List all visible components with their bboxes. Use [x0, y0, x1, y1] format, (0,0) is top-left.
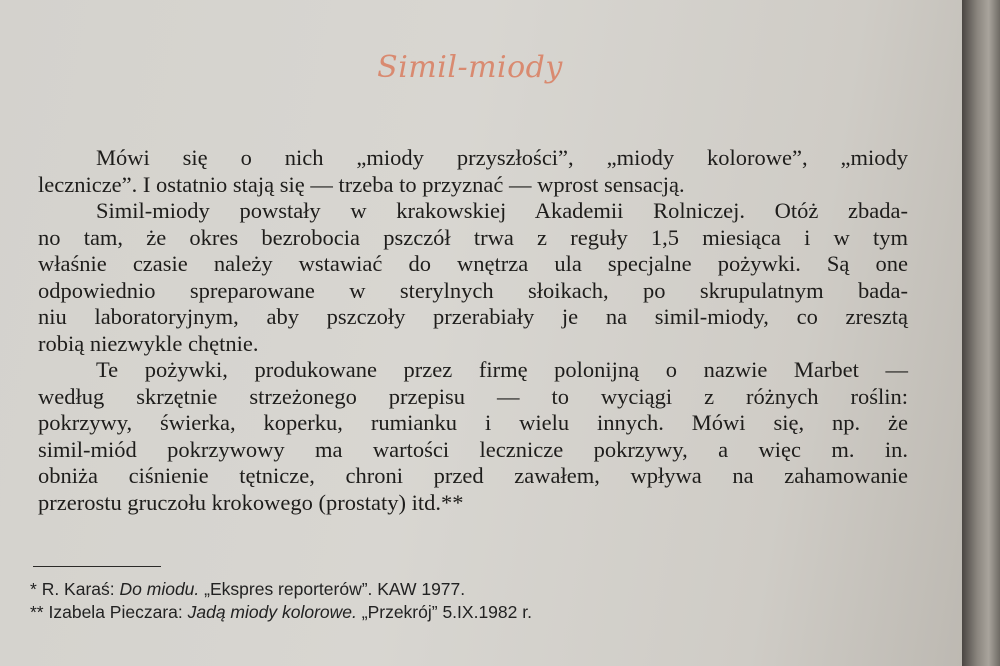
text-line: simil-miód pokrzywowy ma wartości lecznicze pokrzywy, a więc m. in. — [38, 436, 908, 462]
footnote-mark: ** — [30, 602, 44, 622]
text-line: robią niezwykle chętnie. — [38, 330, 259, 356]
text-line: Mówi się o nich „miody przyszłości”, „miody kolorowe”, „miody — [96, 145, 908, 170]
text-line: Te pożywki, produkowane przez firmę polonijną o nazwie Marbet — — [96, 357, 908, 382]
text-line: właśnie czasie należy wstawiać do wnętrza ula specjalne pożywki. Są one — [38, 251, 908, 276]
chapter-title: Simil-miody — [377, 50, 563, 85]
footnote-source: „Ekspres reporterów”. KAW 1977. — [204, 579, 466, 599]
text-line: pokrzywy, świerka, koperku, rumianku i wielu innych. Mówi się, np. że — [38, 410, 908, 435]
text-line: odpowiednio spreparowane w sterylnych słoikach, po skrupulatnym bada- — [38, 277, 908, 303]
text-line: no tam, że okres bezrobocia pszczół trwa z reguły 1,5 miesiąca i w tym — [38, 224, 908, 250]
footnote-2 — [30, 601, 730, 624]
text-line: lecznicze”. I ostatnio stają się — trzeba to przyznać — wprost sensacją. — [38, 171, 685, 197]
text-line: przerostu gruczołu krokowego (prostaty) itd.** — [38, 489, 464, 515]
footnote-work: Do miodu. — [119, 579, 200, 599]
body-text — [38, 145, 908, 516]
page-edge — [962, 0, 1000, 666]
footnotes — [30, 578, 730, 624]
footnote-author: R. Karaś: — [41, 579, 115, 599]
footnote-divider — [33, 566, 161, 567]
footnote-mark: * — [30, 579, 37, 599]
text-line: Simil-miody powstały w krakowskiej Akademii Rolniczej. Otóż zbada- — [96, 198, 908, 223]
footnote-work: Jadą miody kolorowe. — [187, 602, 357, 622]
text-line: niu laboratoryjnym, aby pszczoły przerabiały je na simil-miody, co zresztą — [38, 304, 908, 329]
text-line: obniża ciśnienie tętnicze, chroni przed zawałem, wpływa na zahamowanie — [38, 463, 908, 488]
footnote-author: Izabela Pieczara: — [48, 602, 183, 622]
footnote-source: „Przekrój” 5.IX.1982 r. — [361, 602, 532, 622]
text-line: według skrzętnie strzeżonego przepisu — to wyciągi z różnych roślin: — [38, 383, 908, 409]
footnote-1 — [30, 578, 730, 601]
